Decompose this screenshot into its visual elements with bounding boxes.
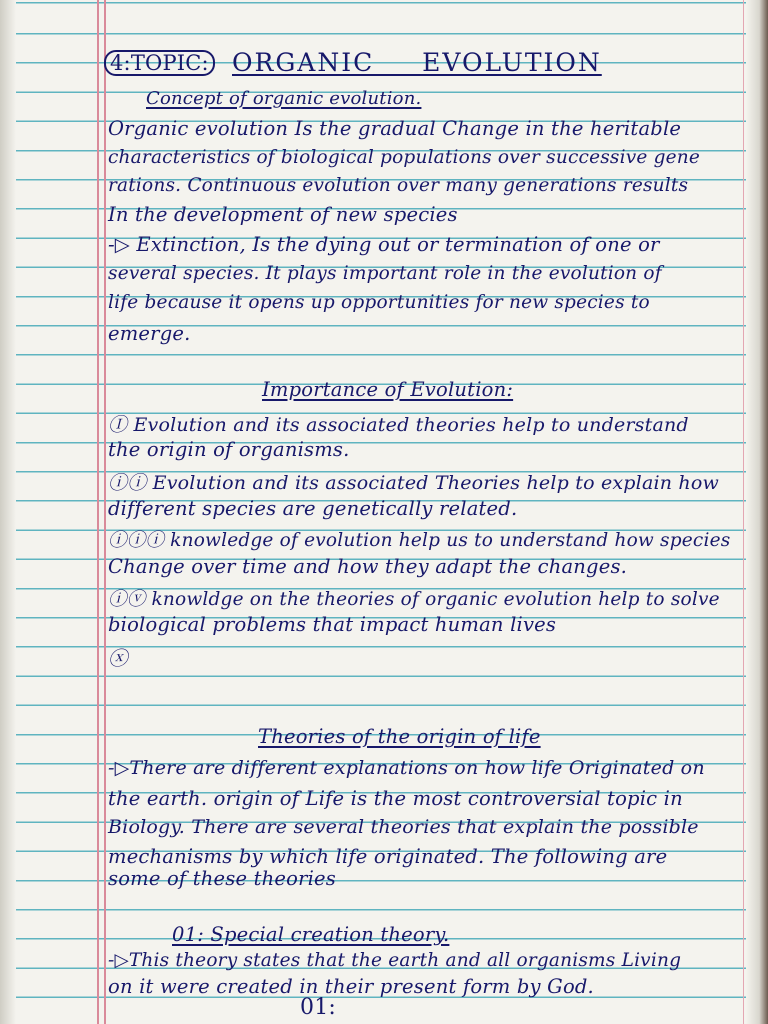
- text-line: on it were created in their present form by God.: [108, 975, 594, 998]
- list-item: ⓘⓘⓘ knowledge of evolution help us to understand how species: [108, 530, 731, 551]
- list-item: the origin of organisms.: [108, 438, 350, 461]
- list-item: ⓘⓥ knowldge on the theories of organic evolution help to solve: [108, 589, 720, 610]
- text-line: the earth. origin of Life is the most controversial topic in: [108, 787, 683, 810]
- text-line: Organic evolution Is the gradual Change in the heritable: [108, 117, 682, 140]
- text-line: rations. Continuous evolution over many generations results: [108, 175, 689, 196]
- text-line: some of these theories: [108, 867, 336, 890]
- text-line: mechanisms by which life originated. The following are: [108, 845, 668, 868]
- page-shadow-right: [746, 0, 768, 1024]
- text-line: -▷ Extinction, Is the dying out or termination of one or: [108, 233, 660, 256]
- margin-line: [97, 0, 99, 1024]
- page-shadow-left: [0, 0, 16, 1024]
- section-heading: 01: Special creation theory.: [172, 923, 450, 946]
- text-line: In the development of new species: [108, 203, 458, 226]
- section-heading: Concept of organic evolution.: [146, 88, 422, 109]
- text-line: -▷There are different explanations on how life Originated on: [108, 757, 705, 779]
- section-heading: Theories of the origin of life: [258, 725, 541, 748]
- section-heading: Importance of Evolution:: [262, 378, 514, 401]
- list-item: Change over time and how they adapt the changes.: [108, 555, 628, 578]
- list-item: ⓘⓘ Evolution and its associated Theories help to explain how: [108, 472, 719, 494]
- text-line: Biology. There are several theories that explain the possible: [108, 816, 699, 838]
- list-item: different species are genetically related.: [108, 497, 518, 520]
- list-item: ⓧ: [108, 647, 128, 670]
- list-item: Ⓘ Evolution and its associated theories help to understand: [108, 414, 689, 436]
- list-item: biological problems that impact human lives: [108, 613, 557, 636]
- margin-line: [104, 0, 106, 1024]
- text-line: life because it opens up opportunities for new species to: [108, 292, 650, 313]
- topic-number-badge: 4:TOPIC:: [104, 50, 215, 76]
- page-number: 01:: [300, 995, 337, 1020]
- right-margin-line: [743, 0, 744, 1024]
- text-line: several species. It plays important role in the evolution of: [108, 263, 662, 284]
- text-line: characteristics of biological populations over successive gene: [108, 147, 701, 168]
- text-line: emerge.: [108, 322, 191, 345]
- page-title: ORGANIC EVOLUTION: [232, 48, 602, 77]
- text-line: -▷This theory states that the earth and all organisms Living: [108, 950, 682, 971]
